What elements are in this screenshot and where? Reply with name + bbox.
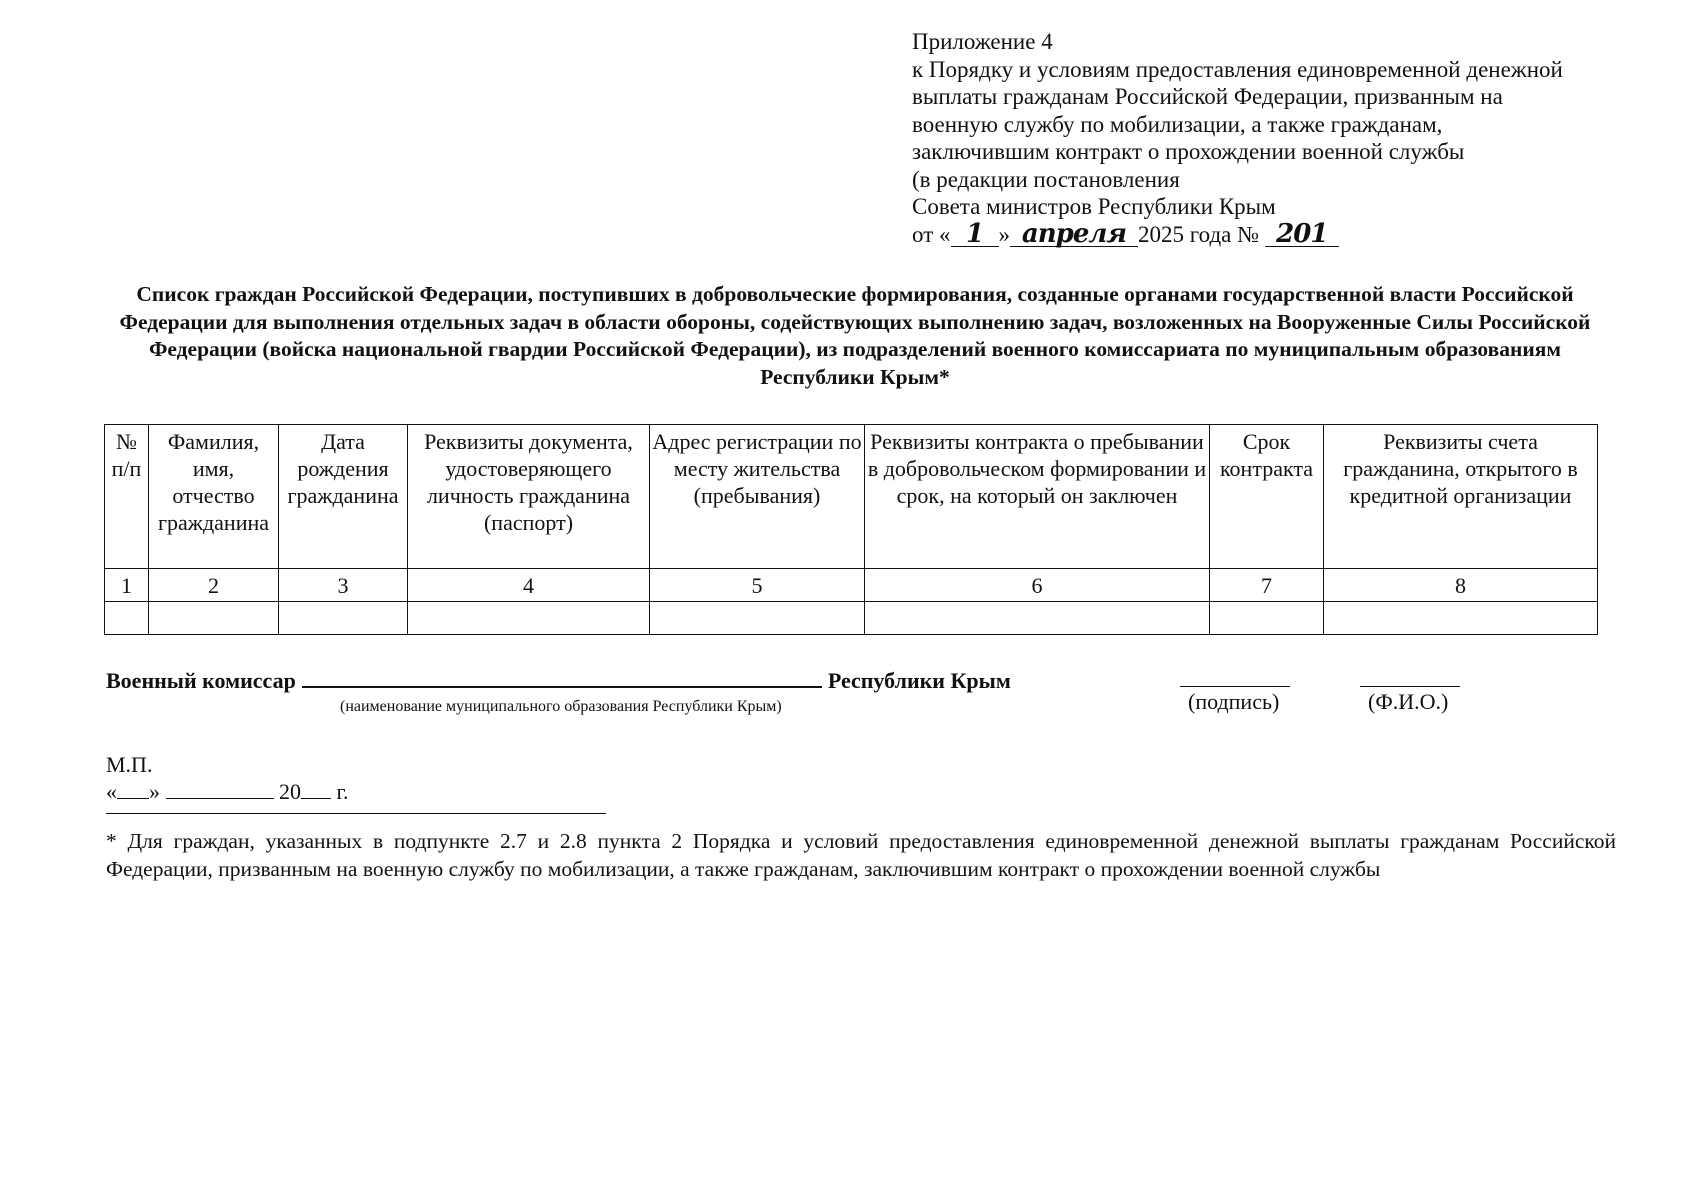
column-number-cell: 3 [279, 569, 408, 602]
appendix-header [912, 28, 1652, 248]
name-caption: (Ф.И.О.) [1368, 689, 1449, 714]
header-cell: Реквизиты контракта о пребывании в добровольческом формировании и срок, на который он заключен [865, 425, 1210, 569]
empty-cell [105, 602, 149, 635]
header-cell: № п/п [105, 425, 149, 569]
appendix-line-2: к Порядку и условиям предоставления единовременной денежной [912, 56, 1563, 82]
appendix-line-4: военную службу по мобилизации, а также гражданам, [912, 111, 1443, 137]
column-number-cell: 7 [1210, 569, 1324, 602]
handwritten-month: апреля [1010, 222, 1138, 247]
handwritten-day: 1 [951, 222, 999, 247]
document-title: Список граждан Российской Федерации, поступивших в добровольческие формирования, созданные органами государственной власти Российской Федерации для выполнения отдельных задач в области обороны, содействующих выполнению задач, возложенных на Вооруженные Силы Российской Федерации (войска национальной гвардии Российской Федерации), из подразделений военного комиссариата по муниципальным образованиям Республики Крым* [119, 282, 1591, 389]
header-cell: Срок контракта [1210, 425, 1324, 569]
table-row [105, 602, 1598, 635]
header-cell: Адрес регистрации по месту жительства (пребывания) [650, 425, 865, 569]
appendix-line-1: Приложение 4 [912, 29, 1053, 54]
column-number-cell: 1 [105, 569, 149, 602]
footnote: * Для граждан, указанных в подпункте 2.7 и 2.8 пункта 2 Порядка и условий предоставления единовременной денежной выплаты гражданам Российской Федерации, призванным на военную службу по мобилизации, а также гражданам, заключившим контракт о прохождении военной службы [106, 829, 1616, 881]
appendix-line-6: (в редакции постановления [912, 166, 1180, 192]
column-number-cell: 5 [650, 569, 865, 602]
column-number-cell: 8 [1324, 569, 1598, 602]
handwritten-number: 201 [1265, 222, 1339, 247]
table-header-row [105, 425, 1598, 569]
signature-blank [1180, 686, 1290, 687]
footnote-divider [106, 813, 606, 814]
day-blank [117, 778, 149, 799]
name-blank [1360, 686, 1460, 687]
header-cell: Реквизиты документа, удостоверяющего личность гражданина (паспорт) [408, 425, 650, 569]
year-blank [301, 778, 331, 799]
municipality-hint: (наименование муниципального образования Республики Крым) [340, 698, 782, 715]
column-number-cell: 2 [149, 569, 279, 602]
appendix-line-7: Совета министров Республики Крым [912, 194, 1276, 219]
appendix-line-3: выплаты гражданам Российской Федерации, призванным на [912, 84, 1503, 109]
header-cell: Реквизиты счета гражданина, открытого в кредитной организации [1324, 425, 1598, 569]
date-row [106, 778, 349, 805]
year-text: 2025 года № [1138, 221, 1260, 247]
header-cell: Дата рождения гражданина [279, 425, 408, 569]
appendix-date-line [912, 218, 1652, 249]
column-number-cell: 4 [408, 569, 650, 602]
date-close: » [149, 779, 160, 804]
municipality-blank [302, 664, 822, 688]
column-number-cell: 6 [865, 569, 1210, 602]
year-prefix: 20 [279, 779, 301, 804]
empty-cell [279, 602, 408, 635]
signature-caption: (подпись) [1188, 689, 1280, 714]
date-quote-close: » [998, 221, 1010, 247]
date-open: « [106, 779, 117, 804]
date-prefix: от « [912, 221, 951, 247]
empty-cell [650, 602, 865, 635]
header-cell: Фамилия, имя, отчество гражданина [149, 425, 279, 569]
empty-cell [1210, 602, 1324, 635]
empty-cell [865, 602, 1210, 635]
table-number-row [105, 569, 1598, 602]
empty-cell [1324, 602, 1598, 635]
stamp-label: М.П. [106, 752, 153, 777]
commissar-label: Военный комиссар [106, 668, 296, 693]
empty-cell [408, 602, 650, 635]
region-label: Республики Крым [827, 668, 1011, 693]
empty-cell [149, 602, 279, 635]
citizens-table [104, 424, 1598, 635]
year-suffix: г. [336, 779, 349, 804]
commissar-line [106, 664, 1011, 694]
appendix-line-5: заключившим контракт о прохождении военной службы [912, 139, 1465, 164]
month-blank [166, 778, 274, 799]
